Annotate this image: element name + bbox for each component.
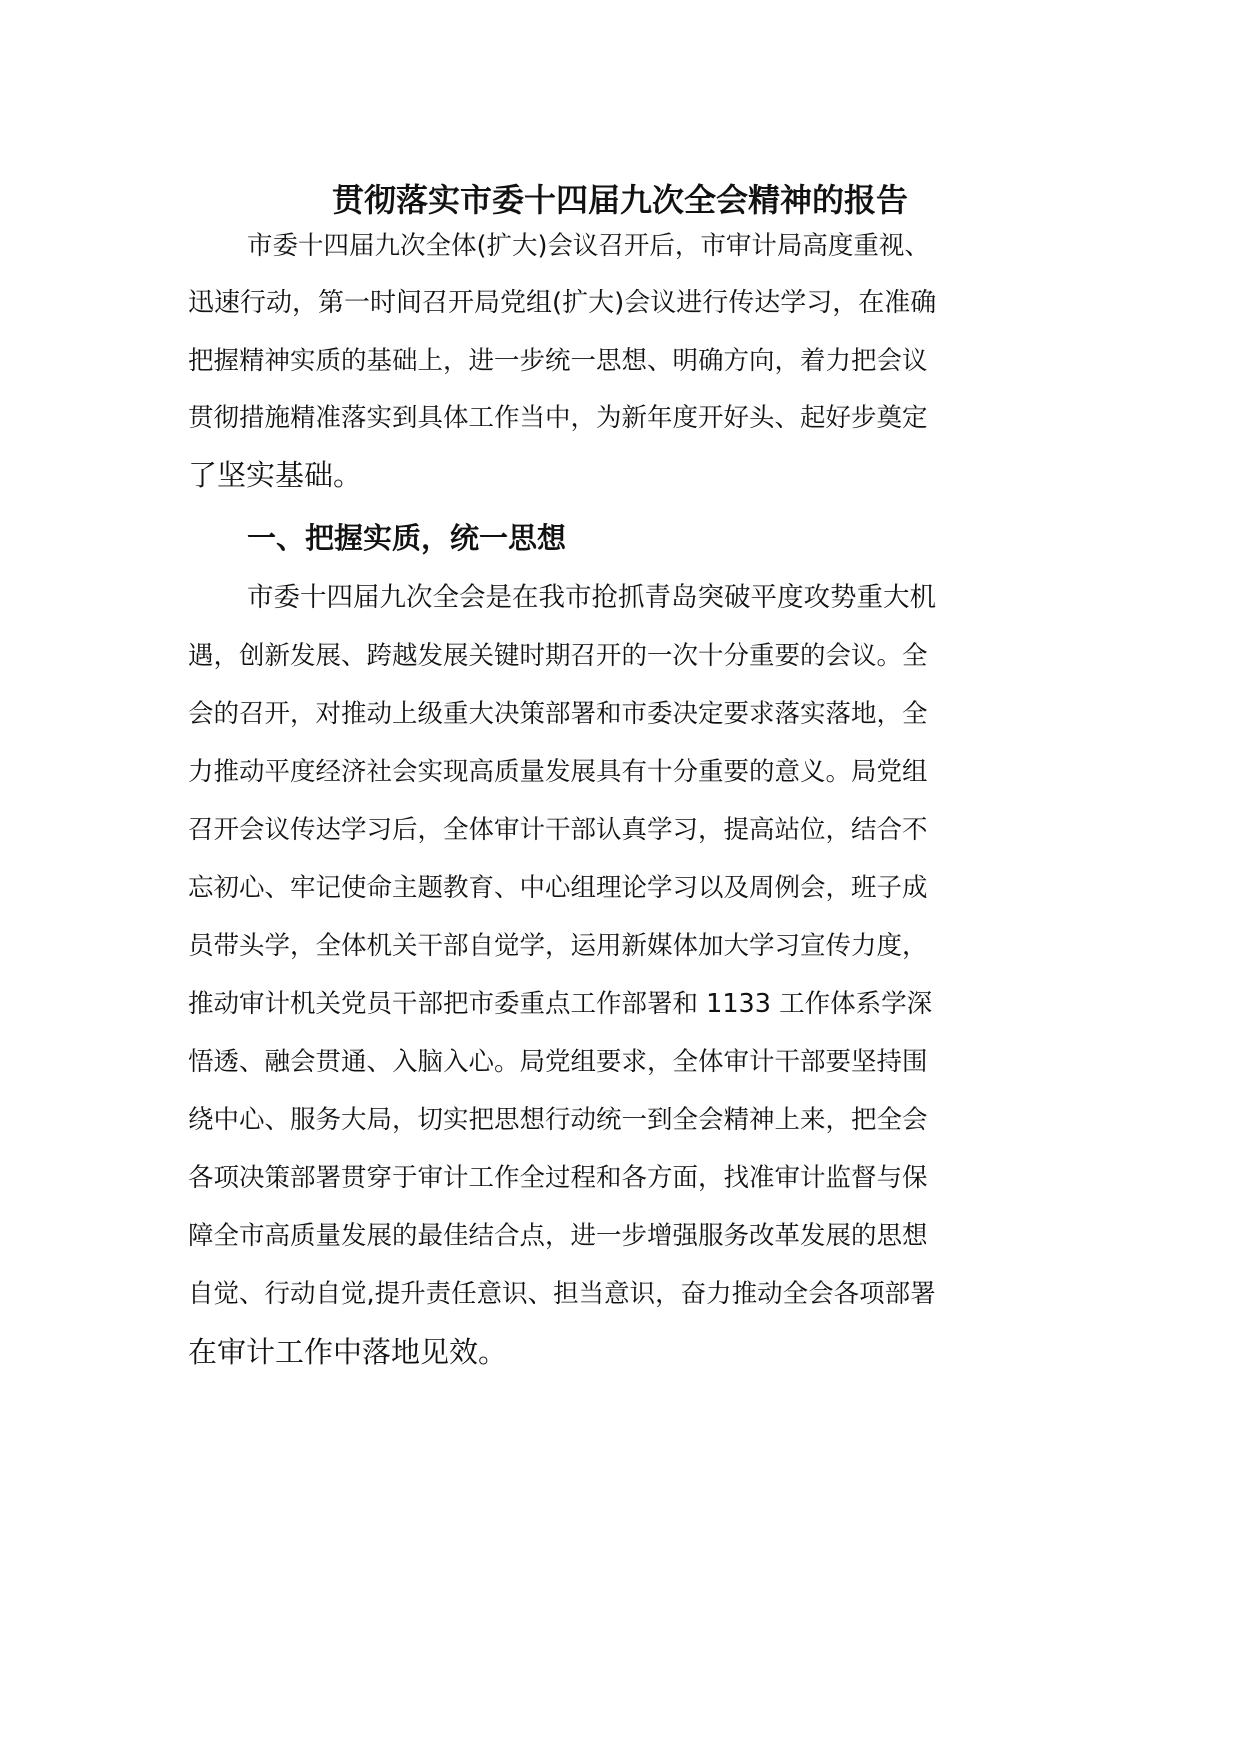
paragraph-line: 员带头学，全体机关干部自觉学，运用新媒体加大学习宣传力度， [188,931,928,961]
paragraph-line: 把握精神实质的基础上，进一步统一思想、明确方向，着力把会议 [188,346,928,376]
paragraph-line: 推动审计机关党员干部把市委重点工作部署和 1133 工作体系学深 [188,989,933,1019]
paragraph-line: 贯彻措施精准落实到具体工作当中，为新年度开好头、起好步奠定 [188,403,928,433]
document-title: 贯彻落实市委十四届九次全会精神的报告 [331,181,908,219]
paragraph-line: 在审计工作中落地见效。 [188,1335,508,1369]
paragraph-line: 会的召开，对推动上级重大决策部署和市委决定要求落实落地，全 [188,699,928,729]
paragraph-line: 绕中心、服务大局，切实把思想行动统一到全会精神上来，把全会 [188,1105,928,1135]
section-heading: 一、把握实质，统一思想 [247,521,567,555]
paragraph-line: 各项决策部署贯穿于审计工作全过程和各方面，找准审计监督与保 [188,1163,928,1193]
paragraph-line: 了坚实基础。 [188,458,363,492]
paragraph-line: 忘初心、牢记使命主题教育、中心组理论学习以及周例会，班子成 [188,873,928,903]
paragraph-line: 市委十四届九次全会是在我市抢抓青岛突破平度攻势重大机 [247,582,936,613]
paragraph-line: 市委十四届九次全体(扩大)会议召开后，市审计局高度重视、 [247,231,930,261]
paragraph-line: 迅速行动，第一时间召开局党组(扩大)会议进行传达学习，在准确 [188,288,937,318]
paragraph-line: 力推动平度经济社会实现高质量发展具有十分重要的意义。局党组 [188,757,928,787]
paragraph-line: 障全市高质量发展的最佳结合点，进一步增强服务改革发展的思想 [188,1221,928,1251]
paragraph-line: 召开会议传达学习后，全体审计干部认真学习，提高站位，结合不 [188,815,928,845]
paragraph-line: 遇，创新发展、跨越发展关键时期召开的一次十分重要的会议。全 [188,641,928,671]
paragraph-line: 自觉、行动自觉,提升责任意识、担当意识，奋力推动全会各项部署 [188,1279,936,1309]
paragraph-line: 悟透、融会贯通、入脑入心。局党组要求，全体审计干部要坚持围 [188,1047,928,1077]
